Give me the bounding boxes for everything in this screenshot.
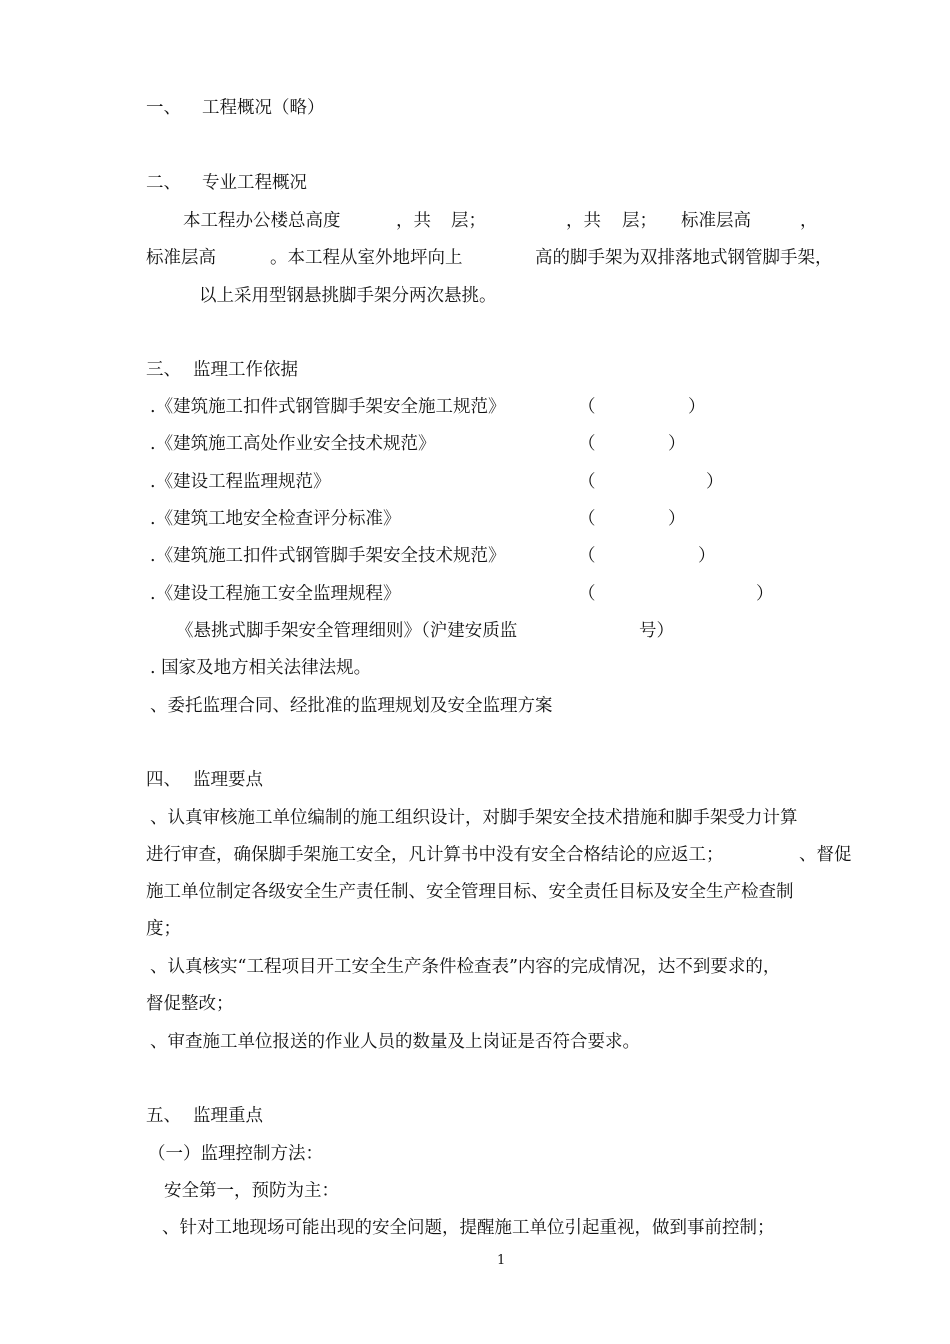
s3-item-3: .《建设工程监理规范》 [150,472,331,492]
s3-item-8: . 国家及地方相关法律法规。 [150,658,372,678]
section-3-title: 监理工作依据 [193,360,298,380]
s4-line-2: 进行审查，确保脚手架施工安全，凡计算书中没有安全合格结论的应返工； [146,845,724,865]
s5-line-1: 安全第一，预防为主： [164,1181,339,1201]
s4-line-6: 督促整改； [146,994,234,1014]
s3-item-5-close: ） [698,546,716,566]
section-5-number: 五、 [146,1106,181,1126]
s3-item-7-b: 号） [639,621,674,641]
s3-item-5-open: （ [578,546,596,566]
section-1-number: 一、 [146,98,181,118]
section-5-title: 监理重点 [193,1106,263,1126]
section-4-title: 监理要点 [193,770,263,790]
s3-item-1: .《建筑施工扣件式钢管脚手架安全施工规范》 [150,397,506,417]
s3-item-4: .《建筑工地安全检查评分标准》 [150,509,401,529]
s5-sub: （一）监理控制方法： [148,1144,323,1164]
section-3-number: 三、 [146,360,181,380]
s2-p1-d: ，共 [566,211,601,231]
s4-line-1: 、认真审核施工单位编制的施工组织设计，对脚手架安全技术措施和脚手架受力计算 [150,808,798,828]
s4-line-7: 、审查施工单位报送的作业人员的数量及上岗证是否符合要求。 [150,1032,640,1052]
s3-item-4-close: ） [668,509,686,529]
s2-p3: 以上采用型钢悬挑脚手架分两次悬挑。 [199,286,497,306]
s2-p1-f: 标准层高 [681,211,751,231]
s2-p1-a: 本工程办公楼总高度 [183,211,341,231]
s3-item-2-open: （ [578,434,596,454]
s4-line-4: 度； [146,919,181,939]
s3-item-5: .《建筑施工扣件式钢管脚手架安全技术规范》 [150,546,506,566]
s2-p1-c: 层； [451,211,486,231]
s3-item-2: .《建筑施工高处作业安全技术规范》 [150,434,436,454]
s2-p2-b: 。本工程从室外地坪向上 [270,248,463,268]
s2-p1-b: ，共 [396,211,431,231]
section-1-title: 工程概况（略） [202,98,325,118]
s4-line-3: 施工单位制定各级安全生产责任制、安全管理目标、安全责任目标及安全生产检查制 [146,882,794,902]
s2-p1-e: 层； [622,211,657,231]
s5-line-2: 、针对工地现场可能出现的安全问题，提醒施工单位引起重视，做到事前控制； [162,1218,775,1238]
section-2-number: 二、 [146,173,181,193]
page-number: 1 [497,1253,506,1268]
s3-item-9: 、委托监理合同、经批准的监理规划及安全监理方案 [150,696,553,716]
s3-item-3-open: （ [578,472,596,492]
s3-item-3-close: ） [706,472,724,492]
s4-line-5: 、认真核实“工程项目开工安全生产条件检查表”内容的完成情况，达不到要求的， [150,957,781,977]
s3-item-7-a: 《悬挑式脚手架安全管理细则》（沪建安质监 [176,621,518,641]
s2-p2-c: 高的脚手架为双排落地式钢管脚手架， [535,248,833,268]
section-2-title: 专业工程概况 [202,173,307,193]
s3-item-1-open: （ [578,397,596,417]
s3-item-2-close: ） [668,434,686,454]
s3-item-6: .《建设工程施工安全监理规程》 [150,584,401,604]
s3-item-1-close: ） [688,397,706,417]
s4-line-2b: 、督促 [799,845,852,865]
s3-item-4-open: （ [578,509,596,529]
s3-item-6-open: （ [578,584,596,604]
s3-item-6-close: ） [756,584,774,604]
s2-p2-a: 标准层高 [146,248,216,268]
s2-p1-g: ， [800,211,818,231]
section-4-number: 四、 [146,770,181,790]
